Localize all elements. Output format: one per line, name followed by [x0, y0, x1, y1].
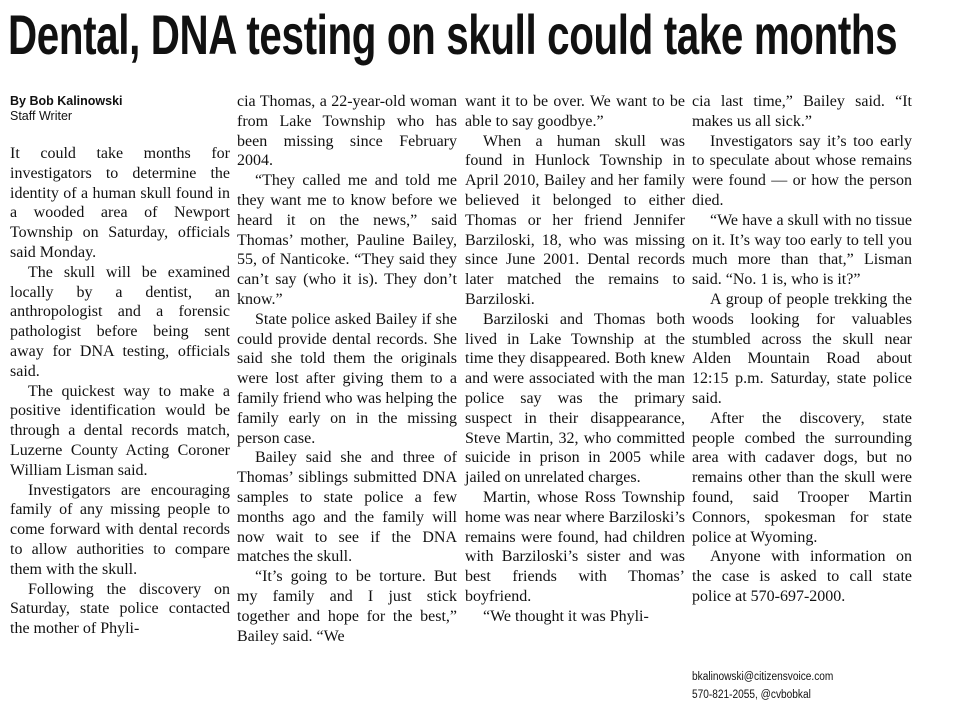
- article-column-2: [237, 92, 457, 646]
- article-paragraph: The quickest way to make a positive identification would be through a dental records match, Luzerne County Acting Coroner William Lisman said.: [10, 382, 230, 479]
- article-paragraph: “They called me and told me they want me to know before we heard it on the news,” said Thomas’ mother, Pauline Bailey, 55, of Nanticoke. “They said they can’t say (who it is). They don’t know.”: [237, 172, 457, 308]
- article-paragraph: want it to be over. We want to be able to say goodbye.”: [465, 93, 685, 130]
- article-column-4: [692, 92, 912, 607]
- article-paragraph: “We have a skull with no tissue on it. It’s way too early to tell you much more than that,” Lisman said. “No. 1 is, who is it?”: [692, 211, 912, 289]
- article-paragraph: Investigators say it’s too early to speculate about whose remains were found — or how the person died.: [692, 132, 912, 209]
- byline-author: By Bob Kalinowski: [10, 94, 123, 108]
- article-paragraph: “We thought it was Phyli-: [483, 607, 649, 625]
- article-paragraph: Bailey said she and three of Thomas’ siblings submitted DNA samples to state police a few months ago and the family will now wait to see if the DNA matches the skull.: [237, 449, 457, 566]
- article-paragraph: A group of people trekking the woods looking for valuables stumbled across the skull near Alden Mountain Road about 12:15 p.m. Saturday, state police said.: [692, 290, 912, 407]
- article-paragraph: Investigators are encouraging family of any missing people to come forward with dental records to allow authorities to compare them with the skull.: [10, 481, 230, 578]
- article-paragraph: State police asked Bailey if she could provide dental records. She said she told them the originals were lost after giving them to a family friend who was helping the family early on in the missing person case.: [237, 310, 457, 447]
- article-column-3: [465, 92, 685, 627]
- headline: Dental, DNA testing on skull could take months: [8, 3, 898, 66]
- article-paragraph: cia last time,” Bailey said. “It makes us all sick.”: [692, 93, 912, 130]
- article-paragraph: When a human skull was found in Hunlock Township in April 2010, Bailey and her family believed it belonged to either Thomas or her friend Jennifer Barziloski, 18, who was missing since June 2001. Dental records later matched the remains to Barziloski.: [465, 132, 685, 308]
- article-paragraph: Anyone with information on the case is asked to call state police at 570-697-2000.: [692, 548, 912, 605]
- article-paragraph: Barziloski and Thomas both lived in Lake Township at the time they disappeared. Both knew and were associated with the man police say was the primary suspect in their disappearance, Steve Martin, 32, who committed suicide in prison in 2005 while jailed on unrelated charges.: [465, 310, 685, 487]
- article-paragraph: Martin, whose Ross Township home was near where Barziloski’s remains were found, had children with Barziloski’s sister and was best friends with Thomas’ boyfriend.: [465, 488, 685, 605]
- author-email: bkalinowski@citizensvoice.com: [692, 671, 834, 683]
- author-contact: [692, 668, 886, 704]
- byline-title: Staff Writer: [10, 109, 73, 123]
- article-paragraph: cia Thomas, a 22-year-old woman from Lake Township who has been missing since February 2004.: [237, 93, 457, 170]
- article-paragraph: “It’s going to be torture. But my family and I just stick together and hope for the best,” Bailey said. “We: [237, 568, 457, 645]
- article-paragraph: Following the discovery on Saturday, state police contacted the mother of Phyli-: [10, 580, 230, 638]
- article-paragraph: It could take months for investigators to determine the identity of a human skull found in a wooded area of Newport Township on Saturday, officials said Monday.: [10, 145, 230, 261]
- article-paragraph: The skull will be examined locally by a dentist, an anthropologist and a forensic pathologist before being sent away for DNA testing, officials said.: [10, 263, 230, 380]
- author-phone-twitter: 570-821-2055, @cvbobkal: [692, 689, 811, 701]
- article-column-1: [10, 92, 230, 639]
- article-paragraph: After the discovery, state people combed the surrounding area with cadaver dogs, but no remains other than the skull were found, said Trooper Martin Connors, spokesman for state police at Wyoming.: [692, 409, 912, 546]
